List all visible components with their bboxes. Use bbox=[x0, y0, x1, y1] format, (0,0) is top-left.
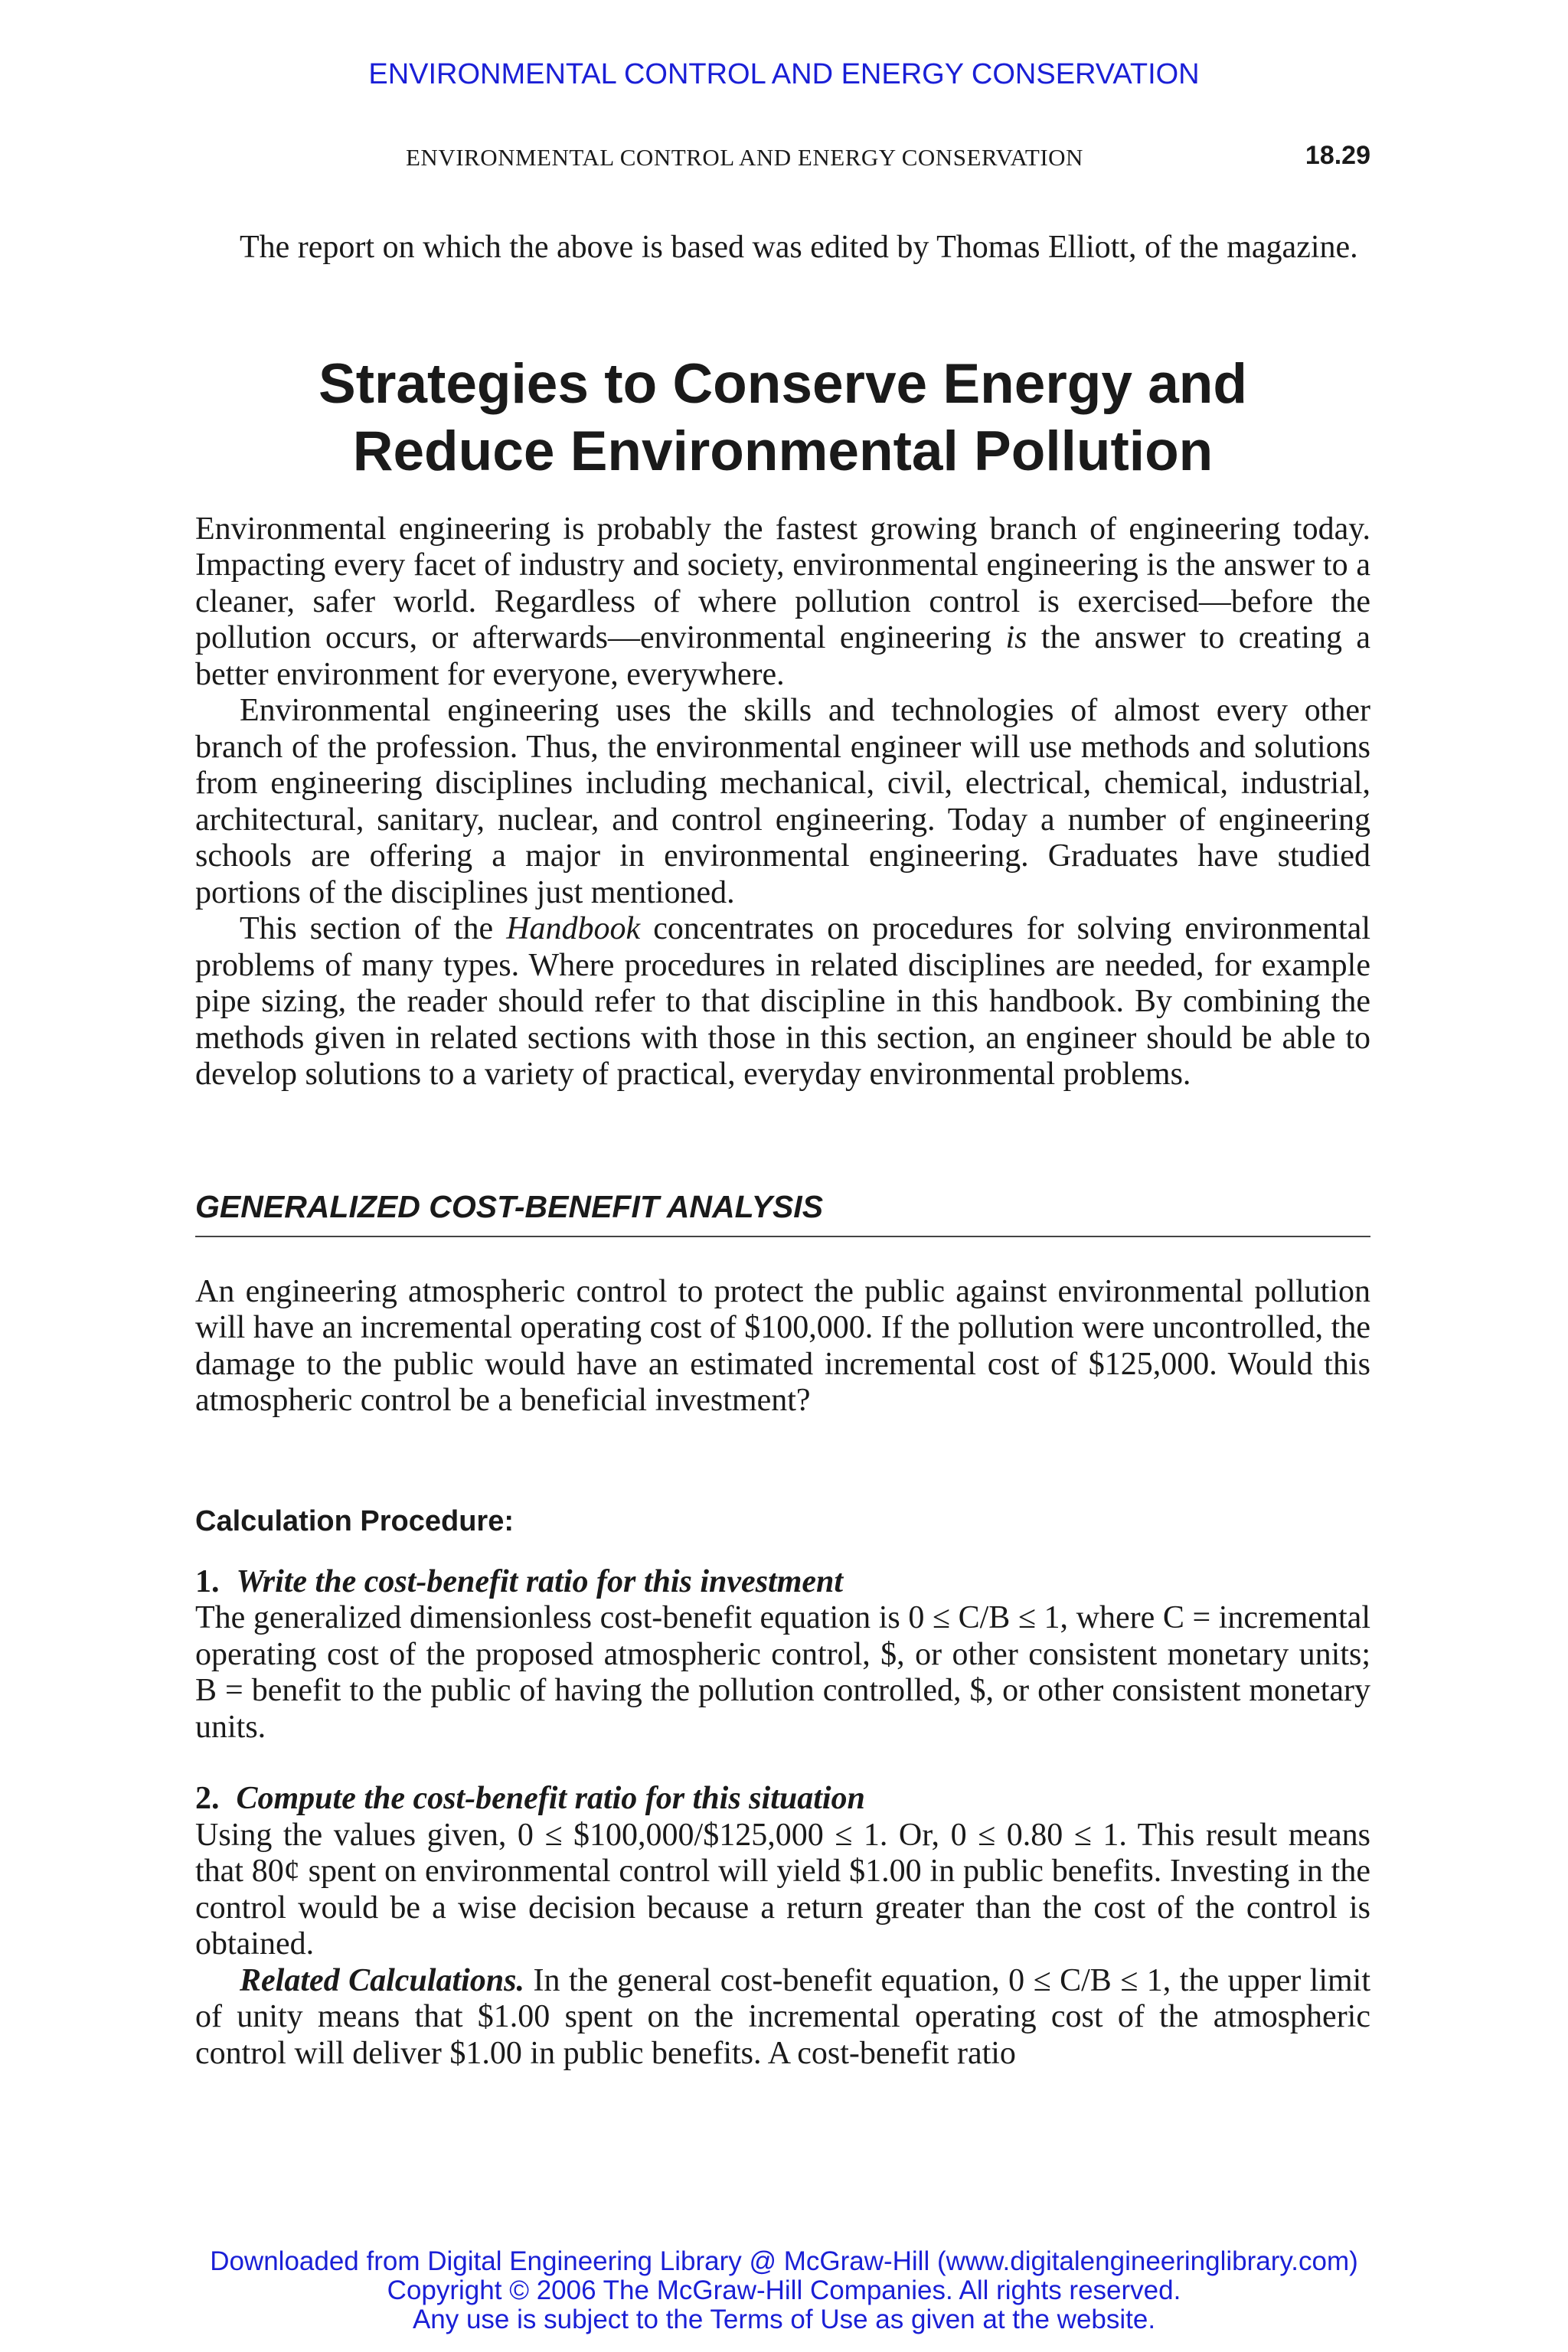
footer-download-link[interactable]: Downloaded from Digital Engineering Library @ McGraw-Hill (www.digitalengineeringlibrary.com) bbox=[210, 2246, 1358, 2276]
download-footer bbox=[0, 2247, 1568, 2334]
body-paragraph-2: Environmental engineering uses the skills and technologies of almost every other branch of the profession. Thus, the environmental engineer will use methods and solutions from engineering disciplines including mechanical, civil, electrical, chemical, industrial, architectural, sanitary, nuclear, and control engineering. Today a number of engineering schools are offering a major in environmental engineering. Graduates have studied portions of the disciplines just mentioned. bbox=[195, 693, 1370, 910]
article-title bbox=[195, 351, 1370, 485]
page-content bbox=[195, 230, 1370, 2072]
procedure-heading: Calculation Procedure: bbox=[195, 1504, 514, 1537]
problem-statement: An engineering atmospheric control to protect the public against environmental pollution will have an incremental operating cost of $100,000. If the pollution were uncontrolled, the damage to the public would have an estimated incremental cost of $125,000. Would this atmospheric control be a beneficial investment? bbox=[195, 1273, 1370, 1418]
title-line-2: Reduce Environmental Pollution bbox=[352, 420, 1214, 482]
section-heading: GENERALIZED COST-BENEFIT ANALYSIS bbox=[195, 1185, 1370, 1237]
step-1-heading bbox=[195, 1564, 1370, 1601]
step-2-number: 2. bbox=[195, 1781, 220, 1816]
step-2-title: Compute the cost-benefit ratio for this situation bbox=[236, 1781, 865, 1816]
footer-copyright: Copyright © 2006 The McGraw-Hill Companies. All rights reserved. bbox=[387, 2275, 1181, 2305]
body-paragraph-1: Environmental engineering is probably the fastest growing branch of engineering today. Impacting every facet of industry and society, environmental engineering is the answer to a cleaner, safer world. Regardless of where pollution control is exercised—before the pollution occurs, or afterwards—environmental engineering is the answer to creating a better environment for everyone, everywhere. bbox=[195, 511, 1370, 692]
step-1-title: Write the cost-benefit ratio for this investment bbox=[236, 1563, 844, 1599]
step-1-text: The generalized dimensionless cost-benefit equation is 0 ≤ C/B ≤ 1, where C = incremental operating cost of the proposed atmospheric control, $, or other consistent monetary units; B = benefit to the public of having the pollution controlled, $, or other consistent monetary units. bbox=[195, 1600, 1370, 1745]
step-1-number: 1. bbox=[195, 1563, 220, 1599]
body-paragraph-3: This section of the Handbook concentrates on procedures for solving environmental problems of many types. Where procedures in related disciplines are needed, for example pipe sizing, the reader should refer to that discipline in this handbook. By combining the methods given in related sections with those in this section, an engineer should be able to develop solutions to a variety of practical, everyday environmental problems. bbox=[195, 911, 1370, 1092]
title-line-1: Strategies to Conserve Energy and bbox=[318, 352, 1247, 415]
running-head: ENVIRONMENTAL CONTROL AND ENERGY CONSERVATION bbox=[406, 144, 1083, 171]
page-number: 18.29 bbox=[1305, 141, 1370, 170]
step-2-text: Using the values given, 0 ≤ $100,000/$125,000 ≤ 1. Or, 0 ≤ 0.80 ≤ 1. This result means that 80¢ spent on environmental control will yield $1.00 in public benefits. Investing in the control would be a wise decision because a return greater than the cost of the control is obtained. bbox=[195, 1817, 1370, 1962]
intro-paragraph: The report on which the above is based was edited by Thomas Elliott, of the magazine. bbox=[240, 230, 1358, 265]
footer-terms-link[interactable]: Any use is subject to the Terms of Use as given at the website. bbox=[412, 2305, 1156, 2334]
top-chapter-link[interactable]: ENVIRONMENTAL CONTROL AND ENERGY CONSERVATION bbox=[368, 58, 1200, 90]
related-calculations: Related Calculations. In the general cost-benefit equation, 0 ≤ C/B ≤ 1, the upper limit of unity means that $1.00 spent on the incremental operating cost of the atmospheric control will deliver $1.00 in public benefits. A cost-benefit ratio bbox=[195, 1962, 1371, 2071]
related-label: Related Calculations. bbox=[240, 1962, 525, 1998]
step-2-heading bbox=[195, 1781, 1370, 1818]
